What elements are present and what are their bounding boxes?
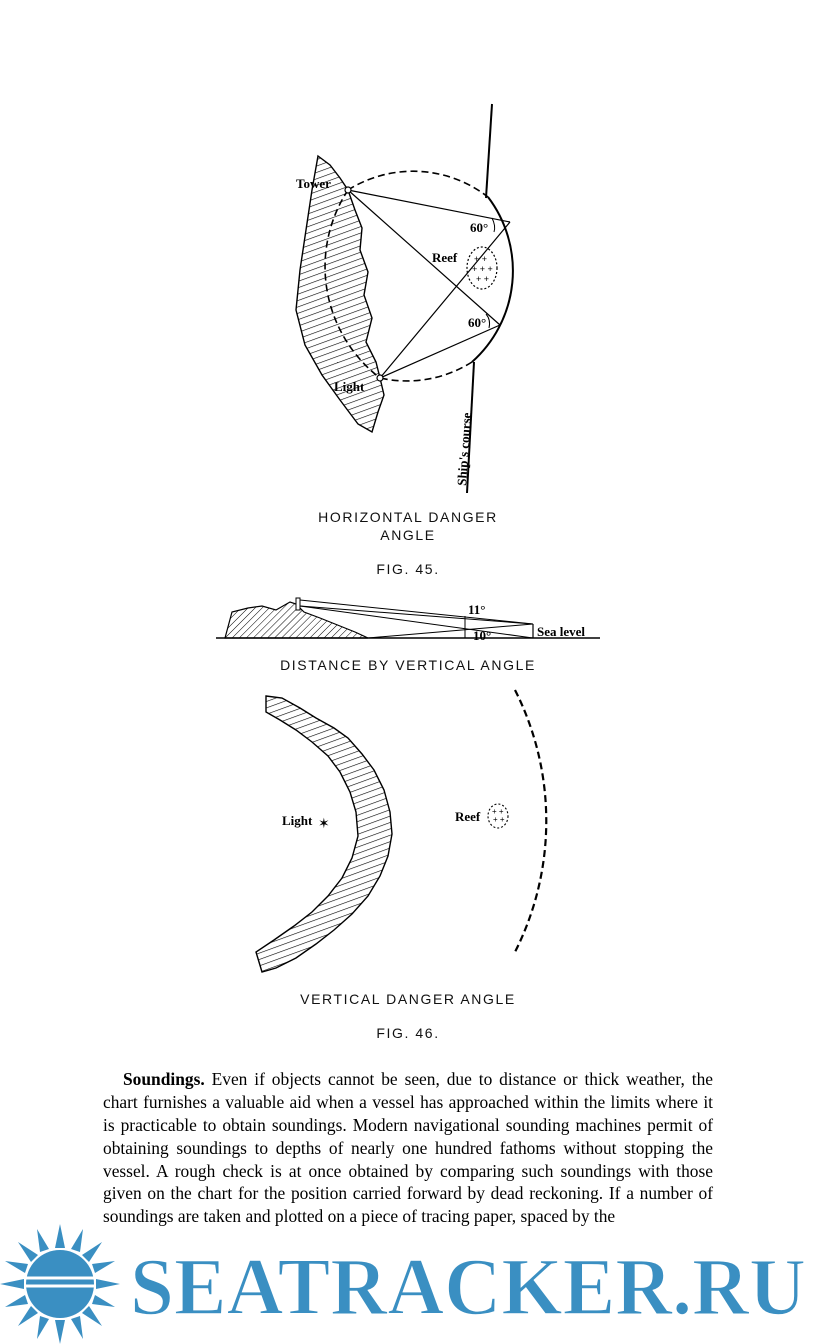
soundings-heading: Soundings. [123,1069,205,1090]
curved-coast [256,696,392,972]
fig45-number: FIG. 45. [376,561,440,577]
light-star-icon: ✶ [318,817,330,832]
soundings-text: Even if objects cannot be seen, due to distance or thick weather, the chart furnishes a valuable aid when a vessel has approached within the limits where it is practicable to obtain soundings. Modern navigational sounding machines permit of obtaining soundings to depths of nearly one hundred fathoms without stopping the vessel. A rough check is at once obtained by comparing such soundings with those given on the chart for the position carried forward by dead reckoning. If a number of soundings are taken and plotted on a piece of tracing paper, spaced by the [103,1069,713,1227]
fig45-caption-line1: HORIZONTAL DANGER [318,509,498,525]
sea-level-label: Sea level [537,624,586,639]
angle-bottom-label: 60° [468,315,487,330]
light-label-46: Light [282,813,313,828]
fig46-number: FIG. 46. [376,1025,440,1041]
angle-10-label: 10° [473,628,492,643]
sun-logo-icon [0,1224,120,1344]
soundings-paragraph [103,1068,713,1228]
danger-arc [515,690,546,952]
fig46-caption: VERTICAL DANGER ANGLE [300,991,516,1007]
svg-text:+ +: + + [476,274,490,284]
angle-top-label: 60° [470,220,489,235]
reef-label-46: Reef [455,809,481,824]
svg-text:+ + +: + + + [472,264,493,274]
light-label: Light [334,379,365,394]
ships-course-label: Ship's course [454,412,475,487]
seatracker-watermark [0,1222,816,1344]
svg-text:+ +: + + [474,254,488,264]
reef-label: Reef [432,250,458,265]
vertical-angle-caption: DISTANCE BY VERTICAL ANGLE [280,657,536,673]
svg-text:+ +: + + [492,807,504,816]
angle-11-label: 11° [468,602,486,617]
watermark-text: SEATRACKER.RU [130,1241,806,1332]
tower-label: Tower [296,176,331,191]
svg-text:+ +: + + [493,815,505,824]
fig45-caption-line2: ANGLE [380,527,436,543]
